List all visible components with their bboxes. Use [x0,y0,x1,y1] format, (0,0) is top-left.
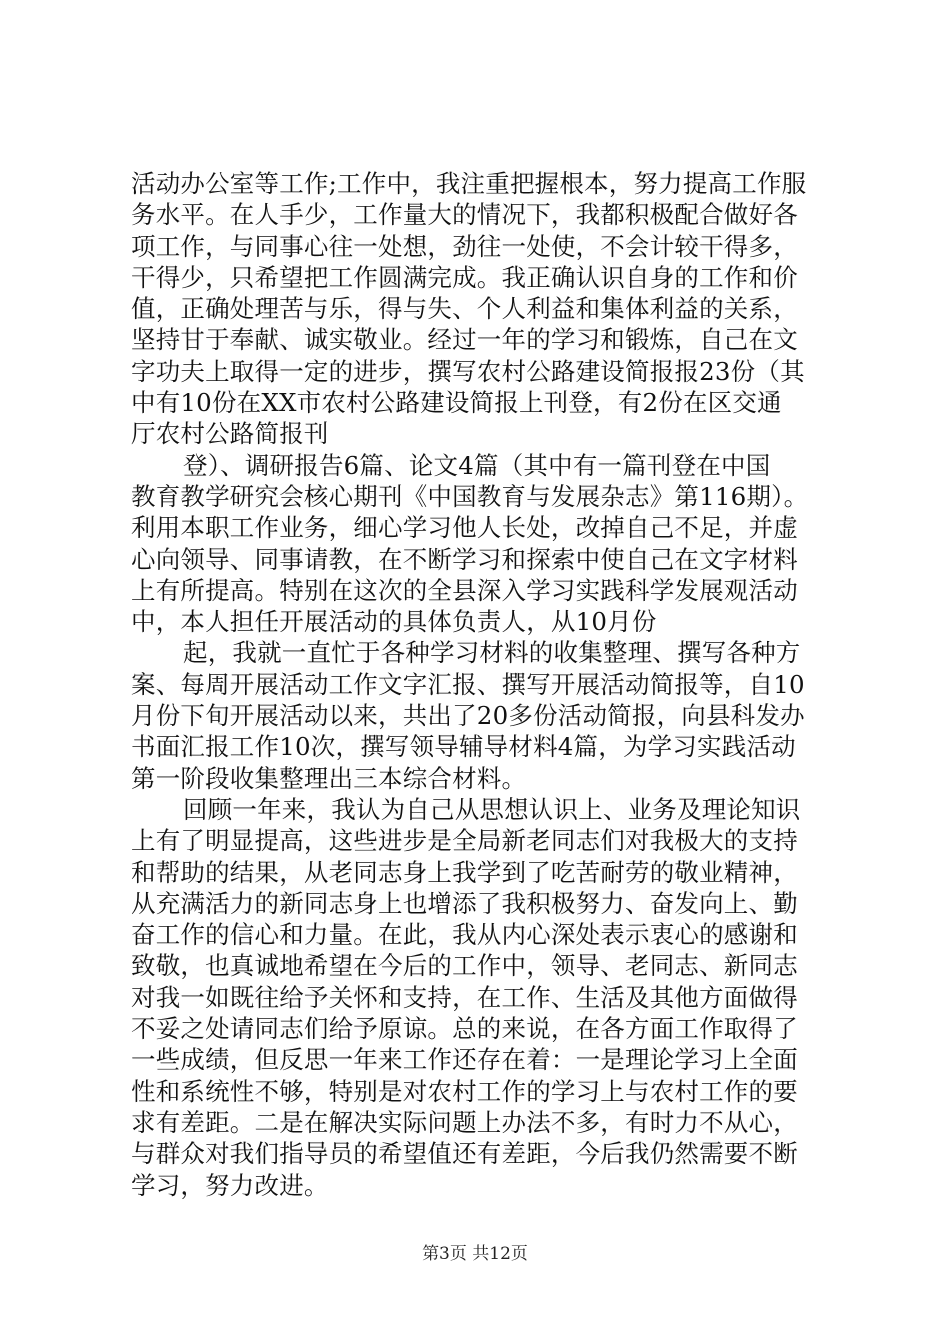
text-line: 中，本人担任开展活动的具体负责人，从10月份 [131,607,657,637]
text-line: 上有了明显提高，这些进步是全局新老同志们对我极大的支持 [131,826,798,856]
text-line: 登）、调研报告6篇、论文4篇（其中有一篇刊登在中国 [183,450,771,480]
text-line: 一些成绩，但反思一年来工作还存在着：一是理论学习上全面 [131,1045,798,1075]
text-line: 教育教学研究会核心期刊《中国教育与发展杂志》第116期）。 [131,481,809,511]
text-line: 回顾一年来，我认为自己从思想认识上、业务及理论知识 [183,794,801,824]
text-line: 坚持甘于奉献、诚实敬业。经过一年的学习和锻炼，自己在文 [131,325,798,355]
text-line: 不妥之处请同志们给予原谅。总的来说，在各方面工作取得了 [131,1014,798,1044]
text-line: 起，我就一直忙于各种学习材料的收集整理、撰写各种方 [183,638,801,668]
text-line: 月份下旬开展活动以来，共出了20多份活动简报，向县科发办 [131,701,805,731]
text-line: 活动办公室等工作;工作中，我注重把握根本，努力提高工作服 [131,169,807,198]
text-line: 中有10份在XX市农村公路建设简报上刊登，有2份在区交通 [131,388,782,418]
text-line: 务水平。在人手少，工作量大的情况下，我都积极配合做好各 [131,200,798,230]
text-line: 与群众对我们指导员的希望值还有差距，今后我仍然需要不断 [131,1139,798,1169]
text-line: 求有差距。二是在解决实际问题上办法不多，有时力不从心， [131,1107,798,1137]
text-line: 第一阶段收集整理出三本综合材料。 [131,763,527,793]
text-line: 案、每周开展活动工作文字汇报、撰写开展活动简报等，自10 [131,669,805,699]
page-number-footer: 第3页 共12页 [422,1244,528,1264]
paragraph-4 [131,794,831,1201]
body-text [131,168,831,1201]
text-line: 上有所提高。特别在这次的全县深入学习实践科学发展观活动 [131,575,798,605]
paragraph-1 [131,168,831,450]
text-line: 项工作，与同事心往一处想，劲往一处使，不会计较干得多， [131,231,798,261]
text-line: 对我一如既往给予关怀和支持，在工作、生活及其他方面做得 [131,982,798,1012]
text-line: 干得少，只希望把工作圆满完成。我正确认识自身的工作和价 [131,262,798,292]
paragraph-2 [131,450,831,638]
text-line: 心向领导、同事请教，在不断学习和探索中使自己在文字材料 [131,544,798,574]
text-line: 奋工作的信心和力量。在此，我从内心深处表示衷心的感谢和 [131,920,798,950]
text-line: 字功夫上取得一定的进步，撰写农村公路建设简报报23份（其 [131,356,805,386]
text-line: 和帮助的结果，从老同志身上我学到了吃苦耐劳的敬业精神， [131,857,798,887]
text-line: 厅农村公路简报刊 [131,419,329,449]
text-line: 书面汇报工作10次，撰写领导辅导材料4篇，为学习实践活动 [131,732,796,762]
text-line: 致敬，也真诚地希望在今后的工作中，领导、老同志、新同志 [131,951,798,981]
text-line: 性和系统性不够，特别是对农村工作的学习上与农村工作的要 [131,1076,798,1106]
paragraph-3 [131,637,831,793]
text-line: 学习，努力改进。 [131,1170,329,1200]
text-line: 利用本职工作业务，细心学习他人长处，改掉自己不足，并虚 [131,513,798,543]
text-line: 从充满活力的新同志身上也增添了我积极努力、奋发向上、勤 [131,888,798,918]
text-line: 值，正确处理苦与乐，得与失、个人利益和集体利益的关系， [131,294,798,324]
